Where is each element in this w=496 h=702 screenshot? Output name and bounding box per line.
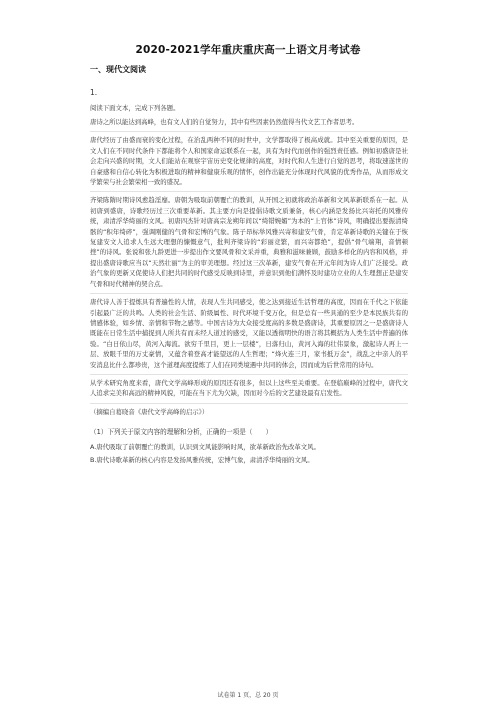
question-block xyxy=(90,88,408,468)
passage-paragraph: 齐梁陈隋时期诗风愈趋淫靡。唐朝为吸取前朝覆亡的教训，从开国之初就将政治革新和文风革新联系在一起。从初唐到盛唐，诗歌经历过三次重要革新。其主要方向是提倡诗歌文质兼备，核心内涵是发扬比兴寄托的风雅传统，肃清浮华绮丽的文风。初唐四杰针对唐高宗龙朔年间以“绮错婉媚”为本的“上官体”诗风，明确提出要振清绮骸的“积年绮碎”，强调刚健的气骨和宏博的气象。陈子昂标举风雅兴寄和建安气骨，肯定革新诗歌的关键在于恢复建安文人追求人生远大理想的慷慨意气，批判齐梁诗的“彩丽竞繁，而兴寄都绝”，提倡“骨气端翔，音情顿挫”的诗风。张说和张九龄更进一步提出作文要风骨和文采并重，典雅和滋味兼顾，鼓励多样化的内容和风格，并提出盛唐诗歌应当以“天然壮丽”为主的审美理想。经过这三次革新，建安气骨在开元年间为诗人们广泛接受。政治气象的更新又促使诗人们把共同的时代感受反映到诗里，并意识到他们满怀及时建功立业的人生理想正是建安气骨和时代精神的契合点。 xyxy=(90,195,408,294)
passage-paragraph: 从学术研究角度来看，唐代文学高峰形成的原因还有很多，但以上这些至关重要。在登临巅峰的过程中，唐代文人追求完美和高远的精神风貌，可能在当下尤为欠缺，因而对今后的文艺建设最有启发性。 xyxy=(90,378,408,404)
passage-source: （摘编自葛晓音《唐代文学高峰的启示》） xyxy=(90,407,209,416)
exam-title: 2020-2021学年重庆重庆高一上语文月考试卷 xyxy=(135,44,361,56)
sub-question: （1）下列关于原文内容的理解和分析，正确的一项是（ ） xyxy=(90,427,273,436)
question-number: 1. xyxy=(90,88,98,97)
section-heading: 一、现代文阅读 xyxy=(90,65,146,74)
passage-paragraph: 唐代经历了由盛而衰的变化过程，在治乱两种不同的时世中，文学都取得了极高成就。其中至关重要的原因，是文人们在不同时代条件下都能将个人和国家命运联系在一起，具有为时代而创作的强烈责任感。例如初盛唐是社会走向兴盛的时期，文人们能站在观察宇宙历史变化规律的高度，对时代和人生进行自觉的思考，将取速遂世的自豪感和自信心转化为积极进取的精神和健康乐观的情怀，创作出能充分体现时代风貌的优秀作品，从而形成文学繁荣与社会繁荣相一致的盛况。 xyxy=(90,135,408,192)
page-footer: 试卷第 1 页，总 20 页 xyxy=(217,692,279,699)
passage-paragraph: 唐诗之所以能达到高峰，也有文人们的自觉努力，其中有些因素仍然值得当代文艺工作者思考。 xyxy=(90,117,408,132)
passage-paragraph: 唐代诗人善于提炼具有普遍性的人情，表现人生共同感受，使之达到接近生活哲理的高度，因而在千代之下依能引起最广泛的共鸣。人类的社会生活、阶级属性、时代环境千变万化，但是总有一些具通的至少是本民族共有的情感体验，如乡情、亲情和节物之感等。中国古诗为大众接受度高的多数是盛唐诗，其重要原因之一是盛唐诗人既能在日常生活中捕捉到人所共有而未经人道过的感受，又能以透彻明快的语言将其概括为人类生活中普遍的体验。“白日依山尽，黄河入海流。欲穷千里目，更上一层楼”，日落归山，黄河入海的壮伟景象，激起诗人再上一层、放眼千里的万丈豪情，又蕴含着登高才能望远的人生哲理；“烽火连三月，家书抵万金”，战乱之中亲人的平安消息比什么都珍贵，这个道理高度提炼了人们在同类境遇中共同的体会，因而成为后世常用的诗句。 xyxy=(90,297,408,375)
instruction-text: 阅读下面文本，完成下列各题。 xyxy=(90,104,180,112)
option-b: B.唐代诗歌革新的核心内容是发扬风雅传统，宏博气象，肃清浮华绮丽的文风。 xyxy=(90,455,314,464)
option-a: A.唐代吸取了前朝覆亡的教训，认识到文风能影响时风，欲革新政治先改革文风。 xyxy=(90,442,320,451)
